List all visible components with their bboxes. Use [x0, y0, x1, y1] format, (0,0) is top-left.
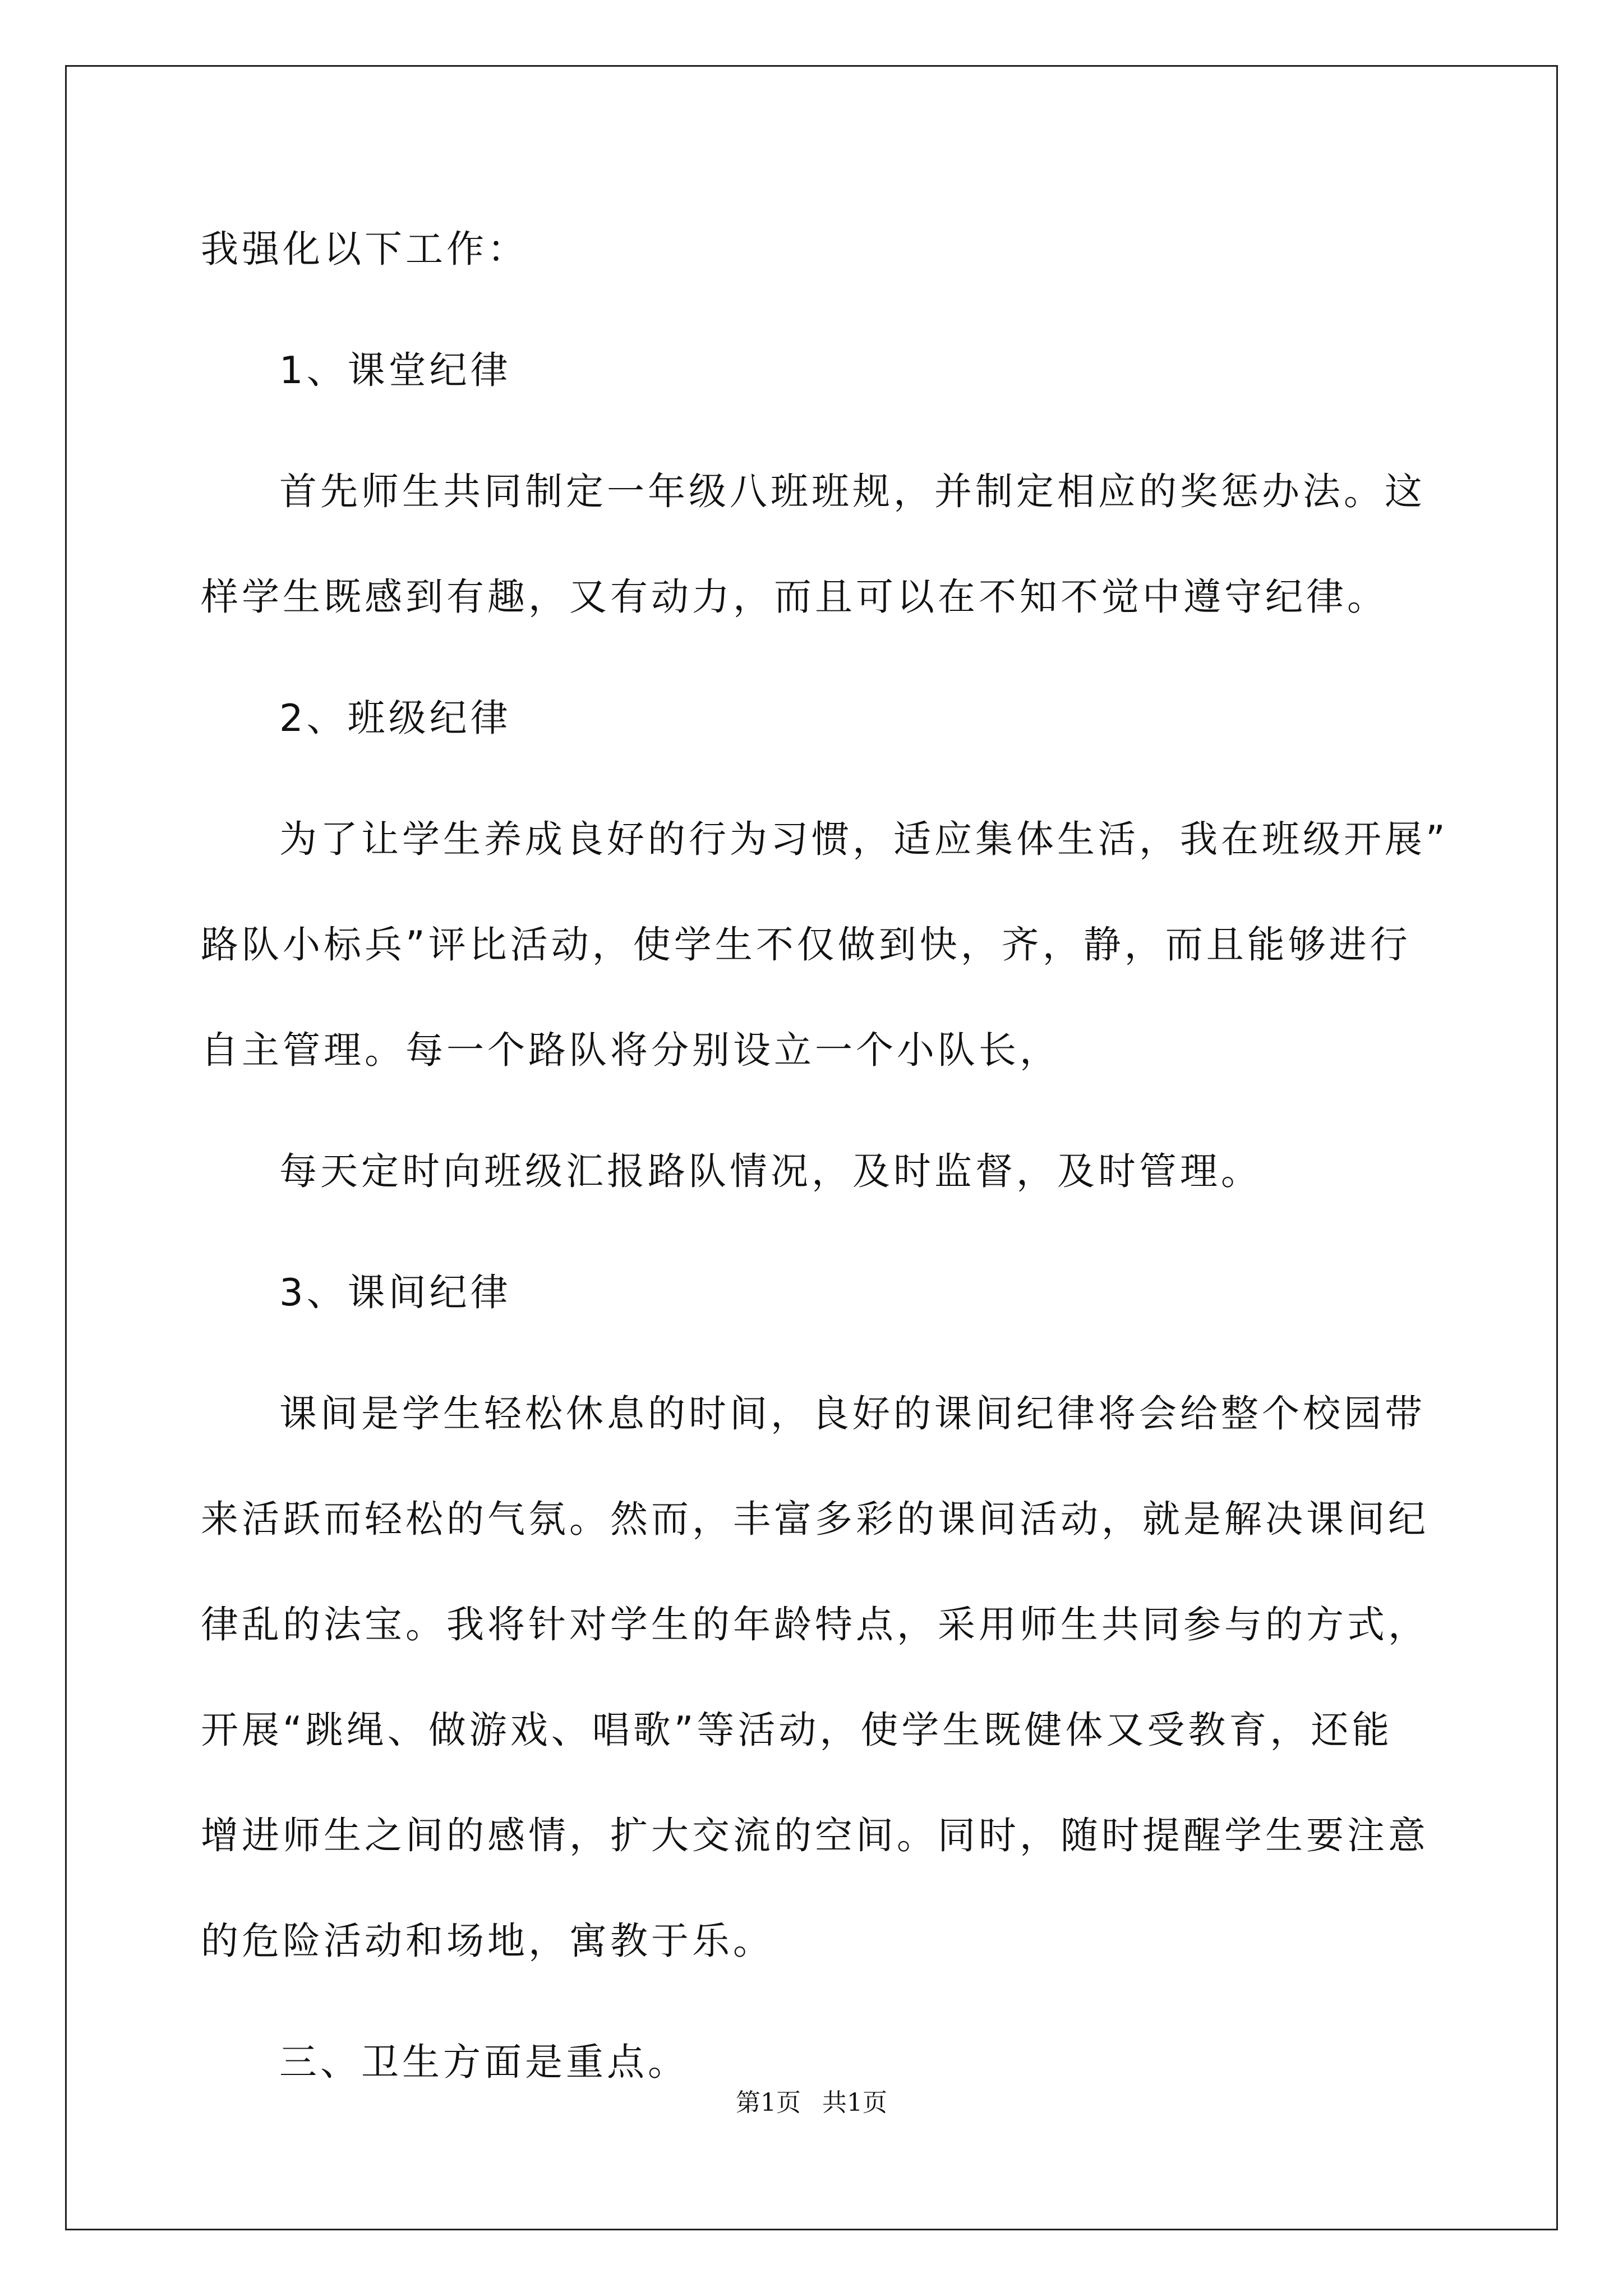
paragraph — [201, 693, 1429, 743]
paragraph-line: 增进师生之间的感情，扩大交流的空间。同时，随时提醒学生要注意 — [201, 1814, 1429, 1857]
paragraph — [201, 224, 1429, 274]
paragraph-line: 3、课间纪律 — [279, 1271, 511, 1314]
document-body — [201, 224, 1449, 2159]
paragraph-line: 自主管理。每一个路队将分别设立一个小队长， — [201, 1028, 1061, 1072]
paragraph-line: 律乱的法宝。我将针对学生的年龄特点，采用师生共同参与的方式， — [201, 1603, 1429, 1646]
paragraph-line: 2、班级纪律 — [279, 696, 511, 740]
paragraph-line: 样学生既感到有趣，又有动力，而且可以在不知不觉中遵守纪律。 — [201, 575, 1388, 619]
paragraph-line: 的危险活动和场地，寓教于乐。 — [201, 1919, 774, 1963]
paragraph-line: 每天定时向班级汇报路队情况，及时监督，及时管理。 — [279, 1149, 1262, 1193]
paragraph — [201, 815, 1449, 1075]
paragraph — [201, 1268, 1429, 1317]
paragraph-line: 1、课堂纪律 — [279, 348, 511, 392]
paragraph — [201, 1147, 1429, 1196]
paragraph — [201, 346, 1429, 395]
paragraph — [201, 2037, 1429, 2087]
paragraph-line: 课间是学生轻松休息的时间，良好的课间纪律将会给整个校园带 — [279, 1392, 1426, 1435]
paragraph-line: 三、卫生方面是重点。 — [279, 2040, 689, 2084]
paragraph — [201, 1389, 1429, 1966]
paragraph-line: 来活跃而轻松的气氛。然而，丰富多彩的课间活动，就是解决课间纪 — [201, 1497, 1429, 1541]
paragraph-line: 为了让学生养成良好的行为习惯，适应集体生活，我在班级开展” — [279, 817, 1449, 861]
paragraph-line: 路队小标兵”评比活动，使学生不仅做到快，齐，静，而且能够进行 — [201, 923, 1411, 967]
paragraph-line: 首先师生共同制定一年级八班班规，并制定相应的奖惩办法。这 — [279, 470, 1426, 513]
paragraph-line: 我强化以下工作： — [201, 227, 528, 271]
page-footer — [0, 2082, 1623, 2118]
paragraph-line: 开展“跳绳、做游戏、唱歌”等活动，使学生既健体又受教育，还能 — [201, 1708, 1393, 1752]
page-number: 第1页 — [736, 2088, 801, 2117]
paragraph — [201, 467, 1429, 622]
page-total: 共1页 — [822, 2088, 887, 2117]
